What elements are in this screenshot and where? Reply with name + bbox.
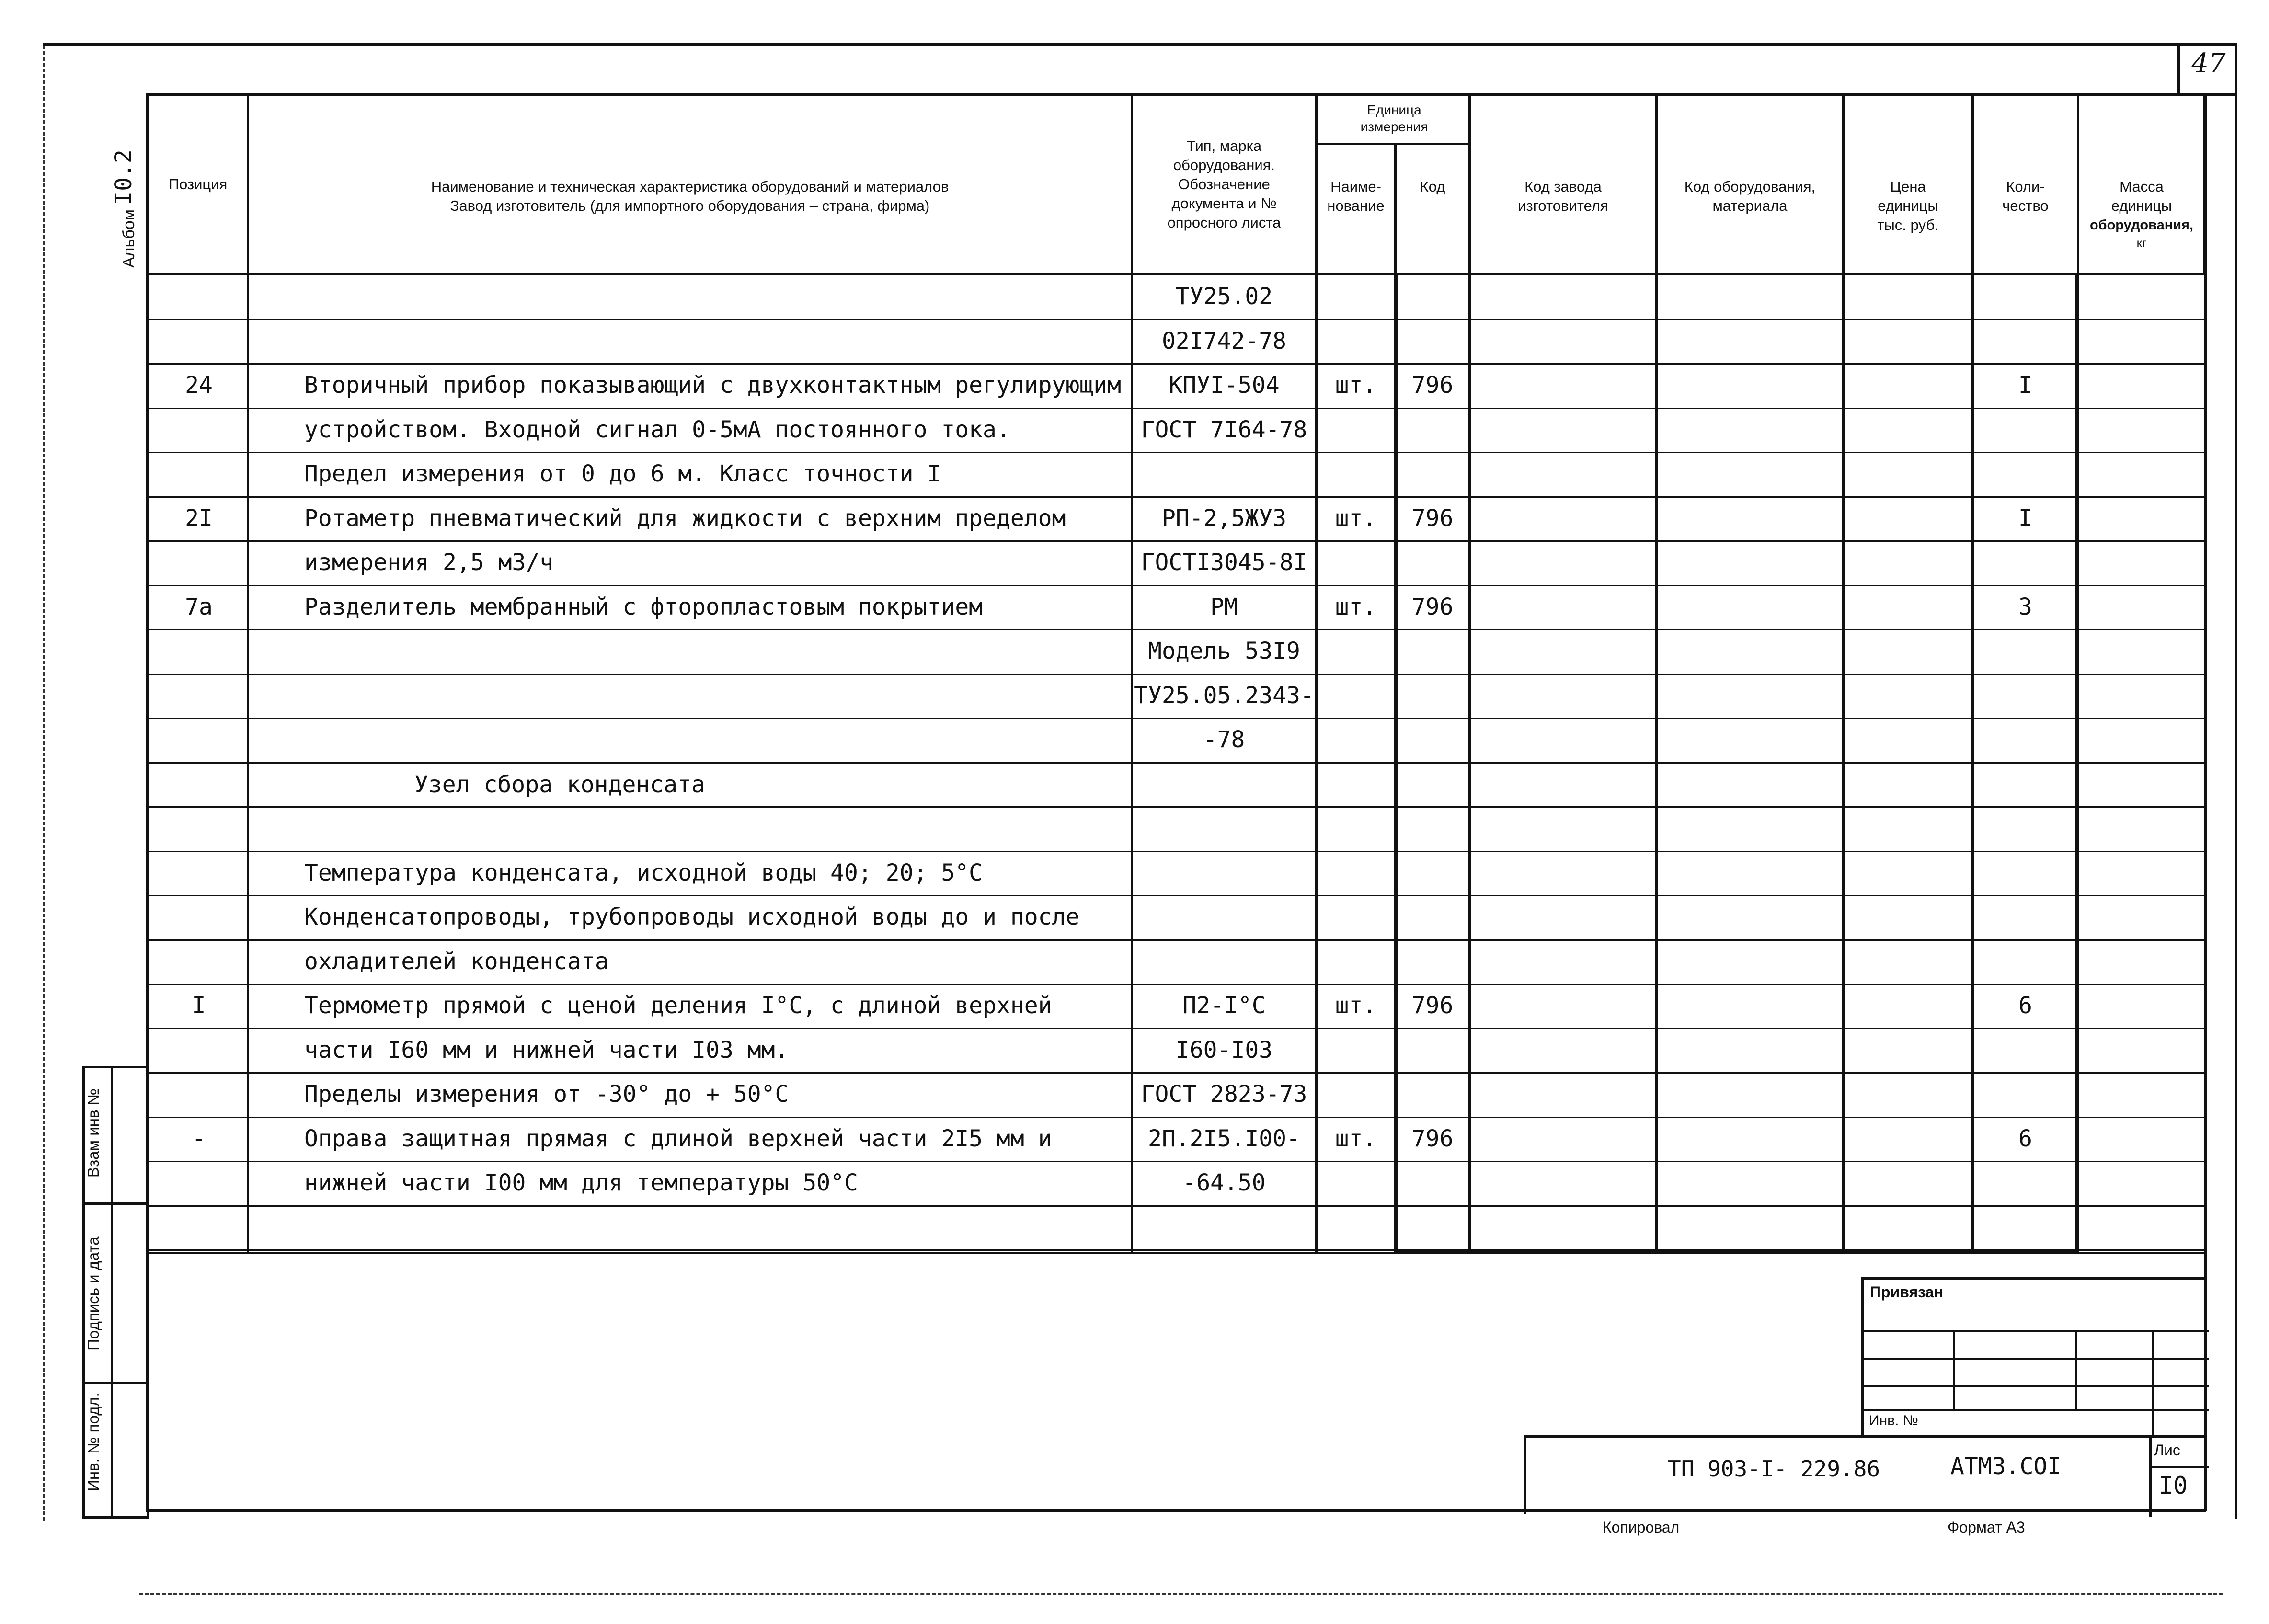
footer-format: Формат А3 [1948, 1519, 2025, 1536]
stamp-inv-podl: Инв. № подл. [84, 1393, 102, 1491]
row-divider [146, 939, 2206, 941]
section-title: Узел сбора конденсата [414, 771, 705, 798]
header-type-l1: Тип, марка [1186, 137, 1262, 154]
table-body [146, 275, 2206, 1253]
corner-number-box [2177, 43, 2237, 96]
privyazan-label: Привязан [1870, 1283, 1943, 1301]
row-unit-cell: шт. [1335, 504, 1377, 532]
row-pos-cell: 2I [185, 504, 213, 532]
album-label: Альбом [120, 209, 138, 268]
header-equip-l2: материала [1712, 197, 1788, 214]
row-code-cell: 796 [1411, 1125, 1454, 1152]
stamp-podpis-data: Подпись и дата [84, 1236, 102, 1350]
row-code-cell: 796 [1411, 992, 1454, 1019]
row-divider [146, 540, 2206, 542]
row-qty-cell: I [2018, 504, 2032, 532]
row-divider [146, 895, 2206, 896]
row-qty-cell: 6 [2018, 1125, 2032, 1152]
row-qty-cell: I [2018, 372, 2032, 399]
row-name-cell: устройством. Входной сигнал 0-5мА постоянного тока. [304, 416, 1010, 443]
row-pos-cell: 7а [185, 593, 213, 620]
row-name-cell: измерения 2,5 м3/ч [304, 549, 554, 576]
header-qty-l1: Коли- [2006, 178, 2045, 195]
row-divider [146, 1161, 2206, 1162]
row-type-cell: П2-I°С [1182, 992, 1266, 1019]
header-mass-l3: оборудования, [2089, 217, 2194, 233]
row-type-cell: РП-2,5ЖУЗ [1161, 504, 1287, 532]
row-type-cell: -64.50 [1182, 1169, 1266, 1196]
corner-number: 47 [2191, 48, 2226, 79]
header-mass-l4: кг [2136, 236, 2147, 250]
row-type-cell: РМ [1210, 593, 1238, 620]
row-type-cell: ГОСТI3045-8I [1141, 549, 1307, 576]
row-code-cell: 796 [1411, 372, 1454, 399]
frame-right [2235, 43, 2237, 1519]
row-type-cell: ТУ25.05.2343- [1134, 682, 1314, 709]
row-name-cell: Разделитель мембранный с фторопластовым покрытием [304, 593, 983, 620]
row-divider [146, 408, 2206, 409]
header-pos: Позиция [168, 176, 228, 193]
row-divider [146, 363, 2206, 365]
header-mass-l2: единицы [2111, 197, 2172, 214]
stamp-vzam-inv: Взам инв № [84, 1088, 102, 1178]
header-name-line1: Наименование и техническая характеристика оборудований и материалов [431, 178, 949, 195]
row-name-cell: Конденсатопроводы, трубопроводы исходной воды до и после [304, 903, 1080, 930]
row-code-cell: 796 [1411, 593, 1454, 620]
header-plant-l1: Код завода [1524, 178, 1602, 195]
header-unit-l2: измерения [1360, 119, 1428, 134]
row-unit-cell: шт. [1335, 372, 1377, 399]
row-divider [146, 762, 2206, 764]
row-unit-cell: шт. [1335, 593, 1377, 620]
row-qty-cell: 6 [2018, 992, 2032, 1019]
row-qty-cell: 3 [2018, 593, 2032, 620]
unit-subheader-line [1315, 143, 1471, 145]
header-type-l4: документа и № [1171, 195, 1277, 212]
row-divider [146, 629, 2206, 630]
title-block-main [1524, 1435, 2206, 1514]
row-unit-cell: шт. [1335, 992, 1377, 1019]
header-price-l2: единицы [1878, 197, 1938, 214]
frame-top [43, 43, 2237, 46]
header-type-l5: опросного листа [1167, 214, 1281, 231]
row-divider [146, 1072, 2206, 1074]
header-price-l1: Цена [1890, 178, 1926, 195]
album-number: I0.2 [110, 149, 137, 205]
row-name-cell: Пределы измерения от -30° до + 50°С [304, 1081, 789, 1108]
header-plant-l2: изготовителя [1518, 197, 1608, 214]
row-pos-cell: 24 [185, 372, 213, 399]
row-type-cell: -78 [1203, 726, 1245, 753]
row-type-cell: ГОСТ 2823-73 [1141, 1081, 1307, 1108]
row-type-cell: 2П.2I5.I00- [1148, 1125, 1300, 1152]
header-type-l3: Обозначение [1178, 176, 1270, 193]
trim-line-bottom [139, 1593, 2223, 1595]
row-name-cell: Предел измерения от 0 до 6 м. Класс точности I [304, 460, 941, 487]
inv-no-label: Инв. № [1869, 1413, 1918, 1429]
header-price-l3: тыс. руб. [1877, 217, 1939, 233]
trim-line-left [43, 46, 45, 1521]
row-type-cell: 02I742-78 [1161, 327, 1287, 355]
row-divider [146, 806, 2206, 808]
row-pos-cell: - [192, 1125, 206, 1152]
row-name-cell: Вторичный прибор показывающий с двухконтактным регулирующим [304, 372, 1122, 399]
row-divider [146, 1117, 2206, 1118]
row-name-cell: охладителей конденсата [304, 948, 609, 975]
row-divider [146, 452, 2206, 453]
row-type-cell: ГОСТ 7I64-78 [1141, 416, 1307, 443]
row-divider [146, 1249, 2206, 1251]
row-name-cell: Температура конденсата, исходной воды 40; 20; 5°С [304, 859, 983, 886]
row-type-cell: I60-I03 [1175, 1036, 1273, 1064]
header-mass-l1: Масса [2120, 178, 2164, 195]
row-divider [146, 851, 2206, 852]
row-divider [146, 718, 2206, 719]
row-name-cell: Термометр прямой с ценой деления I°С, с длиной верхней [304, 992, 1052, 1019]
row-name-cell: части I60 мм и нижней части I03 мм. [304, 1036, 789, 1064]
doc-mark: АТМЗ.COI [1950, 1453, 2062, 1480]
header-unit-l1: Единица [1367, 103, 1421, 117]
row-type-cell: КПУI-504 [1169, 372, 1280, 399]
row-divider [146, 984, 2206, 985]
row-divider [146, 1205, 2206, 1207]
header-qty-l2: чество [2002, 197, 2049, 214]
row-divider [146, 585, 2206, 586]
row-name-cell: нижней части I00 мм для температуры 50°С [304, 1169, 858, 1196]
doc-code: ТП 903-I- 229.86 [1668, 1456, 1880, 1482]
header-unit-code: Код [1420, 178, 1445, 195]
row-type-cell: ТУ25.02 [1175, 283, 1273, 310]
header-equip-l1: Код оборудования, [1684, 178, 1816, 195]
row-unit-cell: шт. [1335, 1125, 1377, 1152]
header-unit-name-l1: Наиме- [1330, 178, 1381, 195]
title-block-upper [1861, 1277, 2206, 1435]
row-divider [146, 496, 2206, 498]
row-pos-cell: I [192, 992, 206, 1019]
header-unit-name-l2: нование [1327, 197, 1385, 214]
row-name-cell: Оправа защитная прямая с длиной верхней части 2I5 мм и [304, 1125, 1052, 1152]
row-divider [146, 1028, 2206, 1029]
footer-kopiroval: Копировал [1603, 1519, 1680, 1536]
header-type-l2: оборудования. [1173, 157, 1275, 173]
row-divider [146, 674, 2206, 675]
sheet-label: Лис [2154, 1441, 2180, 1459]
row-code-cell: 796 [1411, 504, 1454, 532]
row-name-cell: Ротаметр пневматический для жидкости с верхним пределом [304, 504, 1066, 532]
header-name-line2: Завод изготовитель (для импортного оборудования – страна, фирма) [450, 197, 930, 214]
row-divider [146, 319, 2206, 320]
row-type-cell: Модель 53I9 [1148, 638, 1300, 664]
sheet-number: I0 [2159, 1472, 2188, 1499]
